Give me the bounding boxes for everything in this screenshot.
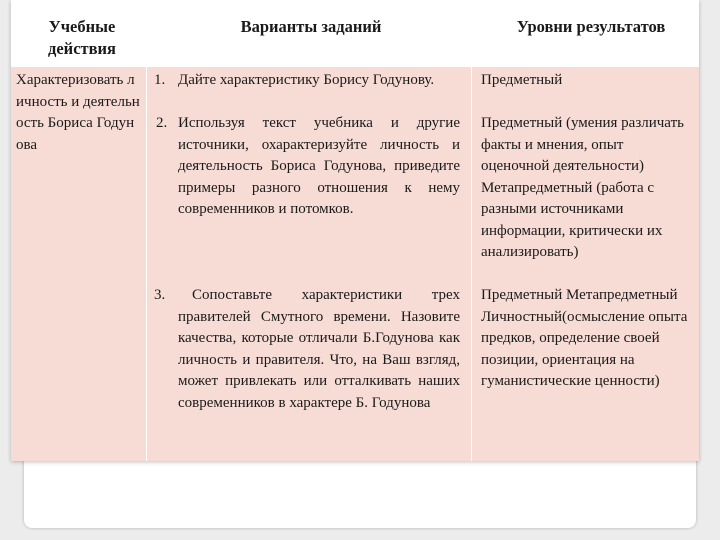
task-3-number: 3. — [154, 287, 166, 303]
header-results: Уровни результатов — [516, 17, 666, 36]
header-tasks: Варианты заданий — [240, 17, 382, 36]
result-3: Предметный Метапредметный Личностный(осмысление опыта предков, определение своей позиции, ориентация на гуманистические ценности) — [481, 287, 688, 389]
cell-action: Характеризовать личность и деятельность Бориса Годунова — [16, 72, 140, 153]
table-header-row — [11, 0, 699, 67]
task-1-number: 1. — [154, 72, 166, 88]
column-divider — [471, 67, 472, 461]
result-2: Предметный (умения различать факты и мнения, опыт оценочной деятельности) Метапредметный (работа с разными источниками информации, критически их анализировать) — [481, 115, 684, 260]
header-actions: Учебные действия — [48, 17, 116, 58]
column-divider — [146, 67, 147, 461]
tasks-table — [11, 0, 699, 461]
task-2-number: 2. — [156, 115, 168, 131]
task-2-text: Используя текст учебника и другие источники, охарактеризуйте личность и деятельность Бориса Годунова, приведите примеры разного отношения к нему современников и потомков. — [178, 115, 460, 217]
task-1-text: Дайте характеристику Борису Годунову. — [178, 72, 435, 88]
task-3-text: Сопоставьте характеристики трех правителей Смутного времени. Назовите качества, которые отличали Б.Годунова как личность и правителя. Что, на Ваш взгляд, может привлекать или отталкивать наших современников в характере Б. Годунова — [178, 287, 460, 411]
result-1: Предметный — [481, 72, 563, 88]
